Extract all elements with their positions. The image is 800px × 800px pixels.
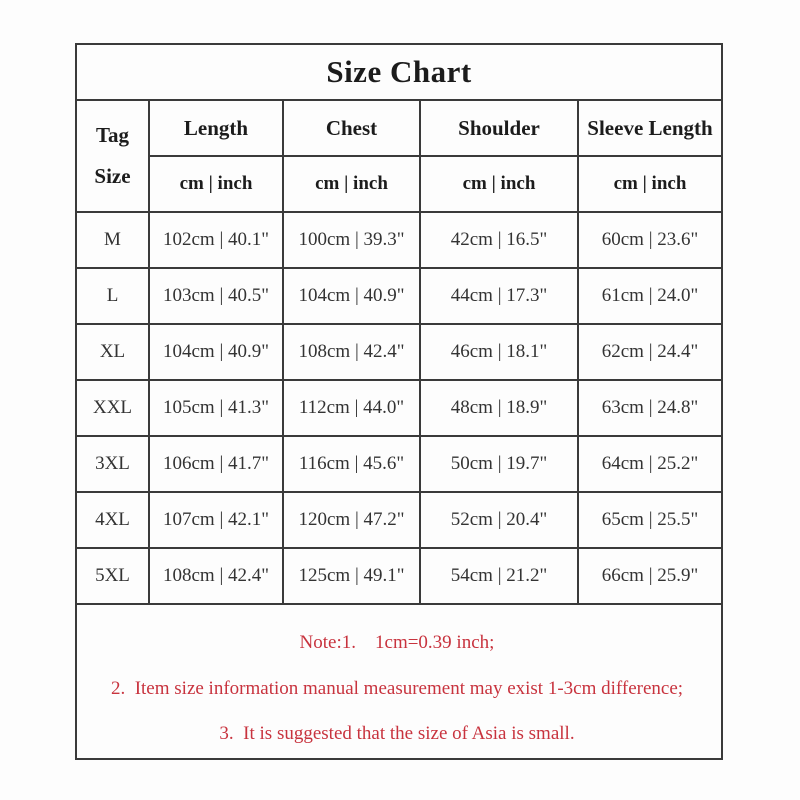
chest-cell: 108cm | 42.4": [283, 324, 420, 380]
sleeve-length-cell: 63cm | 24.8": [578, 380, 722, 436]
length-cell: 104cm | 40.9": [149, 324, 283, 380]
unit-header-chest: cm | inch: [283, 156, 420, 212]
shoulder-cell: 42cm | 16.5": [420, 212, 578, 268]
sleeve-length-cell: 62cm | 24.4": [578, 324, 722, 380]
chest-cell: 116cm | 45.6": [283, 436, 420, 492]
column-header-sleeve-length: Sleeve Length: [578, 100, 722, 156]
chest-cell: 100cm | 39.3": [283, 212, 420, 268]
unit-header-shoulder: cm | inch: [420, 156, 578, 212]
table-row-l: [76, 268, 722, 324]
tag-size-cell: M: [76, 212, 149, 268]
shoulder-cell: 46cm | 18.1": [420, 324, 578, 380]
tag-size-cell: L: [76, 268, 149, 324]
length-cell: 107cm | 42.1": [149, 492, 283, 548]
notes-row: [76, 604, 722, 759]
shoulder-cell: 52cm | 20.4": [420, 492, 578, 548]
sleeve-length-cell: 65cm | 25.5": [578, 492, 722, 548]
note-line-3: 3. It is suggested that the size of Asia is small.: [219, 723, 575, 745]
sleeve-length-cell: 61cm | 24.0": [578, 268, 722, 324]
notes-section: [76, 604, 722, 759]
table-row-xl: [76, 324, 722, 380]
shoulder-cell: 50cm | 19.7": [420, 436, 578, 492]
header-row-measures: [76, 100, 722, 156]
length-cell: 106cm | 41.7": [149, 436, 283, 492]
header-row-units: [76, 156, 722, 212]
chest-cell: 120cm | 47.2": [283, 492, 420, 548]
sleeve-length-cell: 64cm | 25.2": [578, 436, 722, 492]
table-row-xxl: [76, 380, 722, 436]
corner-header-line2: Size: [94, 164, 131, 188]
length-cell: 105cm | 41.3": [149, 380, 283, 436]
length-cell: 108cm | 42.4": [149, 548, 283, 604]
note-line-2: 2. Item size information manual measurement may exist 1-3cm difference;: [110, 677, 684, 699]
tag-size-cell: 3XL: [76, 436, 149, 492]
tag-size-cell: 5XL: [76, 548, 149, 604]
unit-header-length: cm | inch: [149, 156, 283, 212]
size-chart-table: [75, 43, 723, 760]
shoulder-cell: 48cm | 18.9": [420, 380, 578, 436]
unit-header-sleeve-length: cm | inch: [578, 156, 722, 212]
table-row-m: [76, 212, 722, 268]
notes-list: [77, 609, 721, 755]
table-row-5xl: [76, 548, 722, 604]
sleeve-length-cell: 66cm | 25.9": [578, 548, 722, 604]
tag-size-cell: 4XL: [76, 492, 149, 548]
tag-size-cell: XL: [76, 324, 149, 380]
tag-size-cell: XXL: [76, 380, 149, 436]
note-line-1: Note:1. 1cm=0.39 inch;: [299, 631, 495, 653]
corner-header-line1: Tag: [95, 123, 130, 147]
size-chart-container: [75, 43, 721, 758]
chest-cell: 104cm | 40.9": [283, 268, 420, 324]
column-header-shoulder: Shoulder: [420, 100, 578, 156]
column-header-chest: Chest: [283, 100, 420, 156]
length-cell: 103cm | 40.5": [149, 268, 283, 324]
title-row: [76, 44, 722, 100]
sleeve-length-cell: 60cm | 23.6": [578, 212, 722, 268]
shoulder-cell: 44cm | 17.3": [420, 268, 578, 324]
chart-title: Size Chart: [76, 44, 722, 100]
column-header-length: Length: [149, 100, 283, 156]
length-cell: 102cm | 40.1": [149, 212, 283, 268]
chest-cell: 112cm | 44.0": [283, 380, 420, 436]
chest-cell: 125cm | 49.1": [283, 548, 420, 604]
shoulder-cell: 54cm | 21.2": [420, 548, 578, 604]
table-row-4xl: [76, 492, 722, 548]
table-row-3xl: [76, 436, 722, 492]
corner-header-tag-size: [76, 100, 149, 212]
